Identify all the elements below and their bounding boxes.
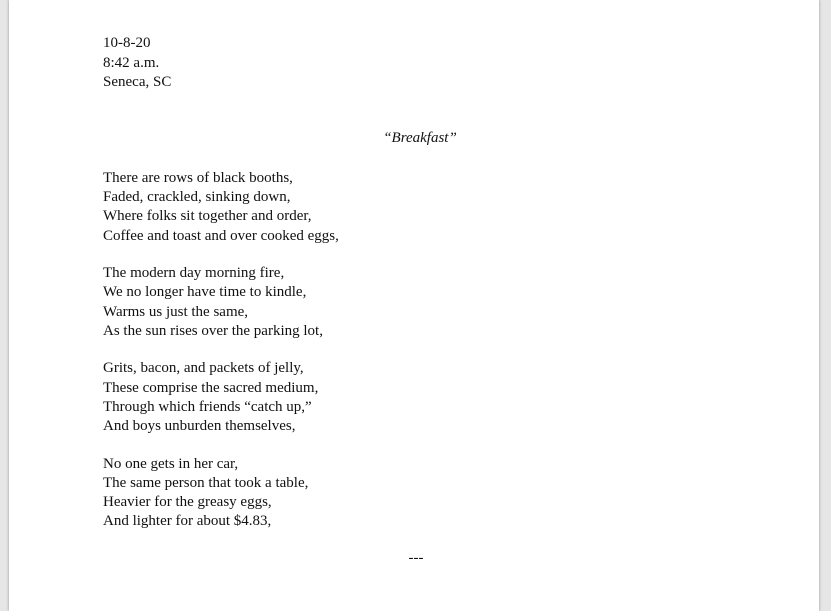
poem-line: No one gets in her car, — [103, 455, 239, 472]
poem-title: “Breakfast” — [383, 130, 457, 146]
document-page — [9, 0, 819, 611]
poem-header — [103, 34, 171, 93]
time-line: 8:42 a.m. — [103, 54, 160, 71]
section-break-mark: --- — [408, 550, 424, 566]
date-line: 10-8-20 — [103, 35, 151, 51]
poem-line: We no longer have time to kindle, — [103, 284, 307, 301]
section-break-row — [9, 549, 819, 568]
stanza-1 — [103, 169, 339, 246]
stanza-2 — [103, 264, 339, 341]
poem-line: And boys unburden themselves, — [103, 418, 296, 435]
poem-line: Faded, crackled, sinking down, — [103, 189, 291, 206]
poem-line: These comprise the sacred medium, — [103, 379, 319, 396]
poem-line: There are rows of black booths, — [103, 170, 293, 186]
poem-line: Through which friends “catch up,” — [103, 398, 312, 415]
stanza-3 — [103, 359, 339, 436]
poem-line: Warms us just the same, — [103, 303, 249, 320]
poem-line: The same person that took a table, — [103, 474, 309, 491]
poem-line: Heavier for the greasy eggs, — [103, 494, 272, 511]
poem-line: The modern day morning fire, — [103, 265, 285, 282]
poem-line: As the sun rises over the parking lot, — [103, 322, 323, 339]
poem-body — [103, 169, 339, 550]
stanza-4 — [103, 455, 339, 532]
location-line: Seneca, SC — [103, 74, 172, 90]
poem-title-row — [9, 129, 819, 148]
poem-line: Where folks sit together and order, — [103, 208, 312, 225]
poem-line: Grits, bacon, and packets of jelly, — [103, 360, 304, 377]
poem-line: And lighter for about $4.83, — [103, 513, 272, 530]
poem-line: Coffee and toast and over cooked eggs, — [103, 227, 339, 244]
